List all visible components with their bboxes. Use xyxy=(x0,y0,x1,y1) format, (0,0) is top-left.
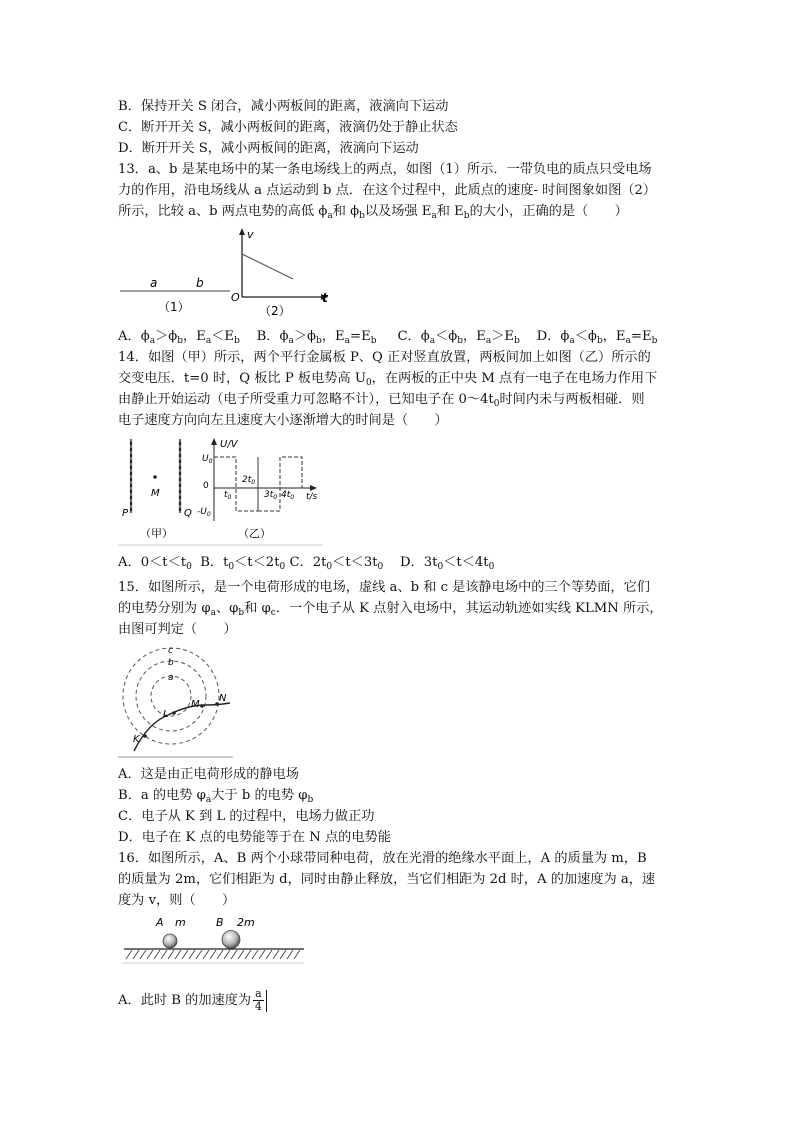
q15-label-l: L xyxy=(163,709,169,720)
q14-caption-yi: （乙） xyxy=(238,527,271,540)
q15-option-d: D．电子在 K 点的电势能等于在 N 点的电势能 xyxy=(118,830,391,845)
q14-stem-line2: 交变电压．t=0 时，Q 板比 P 板电势高 $U_0$，在两板的正中央 M 点有一电子在电场力作用下 xyxy=(118,371,658,388)
q13-stem-line3: 所示，比较 a、b 两点电势的高低 $\phi_a$和 $\phi_b$以及场强 $E_a$和 $E_b$的大小，正确的是（ ） xyxy=(118,204,628,221)
q16-label-a: A xyxy=(156,916,164,929)
q15-label-b: b xyxy=(168,658,174,668)
q13-option-c: C．$\phi_a<\phi_b$，$E_a>E_b$ xyxy=(397,329,520,346)
q15-equipotential-b xyxy=(136,661,206,731)
q14-caption-jia: （甲） xyxy=(140,527,173,540)
q13-stem-line2: 力的作用，沿电场线从 a 点运动到 b 点．在这个过程中，此质点的速度- 时间图象如图（2） xyxy=(118,183,657,198)
q12-option-d: D．断开开关 S，减小两板间的距离，液滴向下运动 xyxy=(118,141,419,156)
q15-option-b: B．a 的电势 $\varphi_a$大于 b 的电势 $\varphi_b$ xyxy=(118,788,314,805)
q14-point-m xyxy=(153,475,157,479)
q14-label-m: M xyxy=(151,488,160,499)
q14-stem-line3: 由静止开始运动（电子所受重力可忽略不计），已知电子在 $0\sim 4t_0$时间内未与两板相碰．则 xyxy=(118,392,645,409)
q14-3t0-label: $3t_0$ xyxy=(264,490,278,501)
q13-figure xyxy=(118,226,338,322)
q14-t0-label: $t_0$ xyxy=(224,490,232,501)
q12-option-c: C．断开开关 S，减小两板间的距离，液滴仍处于静止状态 xyxy=(118,120,458,135)
q15-stem-line2: 的电势分别为 $\varphi_a$、$\varphi_b$和 $\varphi_c$．一个电子从 K 点射入电场中，其运动轨迹如实线 KLMN 所示， xyxy=(118,601,663,618)
q14-stem-line1: 14．如图（甲）所示，两个平行金属板 P、Q 正对竖直放置，两板间加上如图（乙）所示的 xyxy=(118,350,651,365)
q15-stem-line1: 15．如图所示，是一个电荷形成的电场，虚线 a、b 和 c 是该静电场中的三个等势面，它们 xyxy=(118,580,650,595)
q15-stem-line3: 由图可判定（ ） xyxy=(118,622,237,637)
q14-u-label: U/V xyxy=(220,439,238,450)
q14-u0-label: $U_0$ xyxy=(202,454,213,465)
q14-options xyxy=(118,553,494,577)
q13-point-a-label: a xyxy=(150,276,158,290)
q16-stem-line2: 的质量为 2m，它们相距为 d，同时由静止释放，当它们相距为 2d 时，A 的加速度为 a，速 xyxy=(118,872,656,887)
q14-4t0-label: $4t_0$ xyxy=(281,490,295,501)
q14-stem-line4: 电子速度方向向左且速度大小逐渐增大的时间是（ ） xyxy=(118,413,448,428)
q13-stem-line1: 13．a、b 是某电场中的某一条电场线上的两点，如图（1）所示．一带负电的质点只受电场 xyxy=(118,162,652,177)
q15-label-k: K xyxy=(133,734,140,745)
q13-origin-label: O xyxy=(231,291,240,304)
q15-label-a: a xyxy=(168,673,174,683)
q14-neg-u0-label: $-U_0$ xyxy=(197,507,211,518)
q15-option-a: A．这是由正电荷形成的静电场 xyxy=(118,767,299,782)
q14-option-d: D．$3t_0<t<4t_0$ xyxy=(400,555,495,572)
q16-stem-line1: 16．如图所示，A、B 两个小球带同种电荷，放在光滑的绝缘水平面上，A 的质量为 m，B xyxy=(118,851,647,866)
q14-option-b: B．$t_0<t<2t_0$ xyxy=(200,555,286,572)
q15-label-m: M xyxy=(191,699,200,710)
q13-option-a: A．$\phi_a>\phi_b$，$E_a<E_b$ xyxy=(118,329,240,346)
q12-option-b: B．保持开关 S 闭合，减小两板间的距离，液滴向下运动 xyxy=(118,99,449,114)
q16-label-m: m xyxy=(175,916,186,929)
q13-fig1-caption: （1） xyxy=(158,300,190,314)
q13-v-label: v xyxy=(247,228,254,241)
q16-ball-a xyxy=(163,934,177,948)
q14-2t0-label: $2t_0$ xyxy=(242,475,256,486)
q16-figure xyxy=(118,913,308,965)
q13-t-label: t xyxy=(322,291,328,305)
q13-vt-line xyxy=(242,254,293,279)
q13-fig2-caption: （2） xyxy=(259,304,291,318)
q15-label-n: N xyxy=(219,693,227,704)
q16-fraction: $\frac{a}{4}$ xyxy=(254,987,262,1013)
q14-figure xyxy=(118,435,328,550)
q14-option-c: C．$2t_0<t<3t_0$ xyxy=(289,555,384,572)
q13-v-arrow xyxy=(239,228,245,235)
q15-option-c: C．电子从 K 到 L 的过程中，电场力做正功 xyxy=(118,809,375,824)
q16-label-2m: 2m xyxy=(237,916,255,929)
q15-trajectory xyxy=(134,703,230,751)
q16-surface-hatching xyxy=(126,950,300,959)
q16-ball-b xyxy=(222,931,240,949)
q14-option-a: A．$0<t<t_0$ xyxy=(118,555,192,572)
q13-option-b: B．$\phi_a>\phi_b$，$E_a=E_b$ xyxy=(256,329,377,346)
q14-label-p: P xyxy=(122,508,129,519)
q15-label-c: c xyxy=(168,646,173,656)
q16-option-a: A．此时 B 的加速度为 $\frac{a}{4}$ xyxy=(118,986,267,1016)
q16-label-b: B xyxy=(216,916,224,929)
q16-stem-line3: 度为 v，则（ ） xyxy=(118,893,236,908)
q14-ts-label: t/s xyxy=(306,492,318,502)
q15-figure xyxy=(118,643,238,760)
q13-point-b-label: b xyxy=(196,276,204,290)
q13-option-d: D．$\phi_a<\phi_b$，$E_a=E_b$ xyxy=(536,329,658,346)
q14-label-q: Q xyxy=(184,508,192,519)
q14-zero-label: 0 xyxy=(203,481,209,491)
q14-voltage-wave-part2 xyxy=(258,457,302,511)
